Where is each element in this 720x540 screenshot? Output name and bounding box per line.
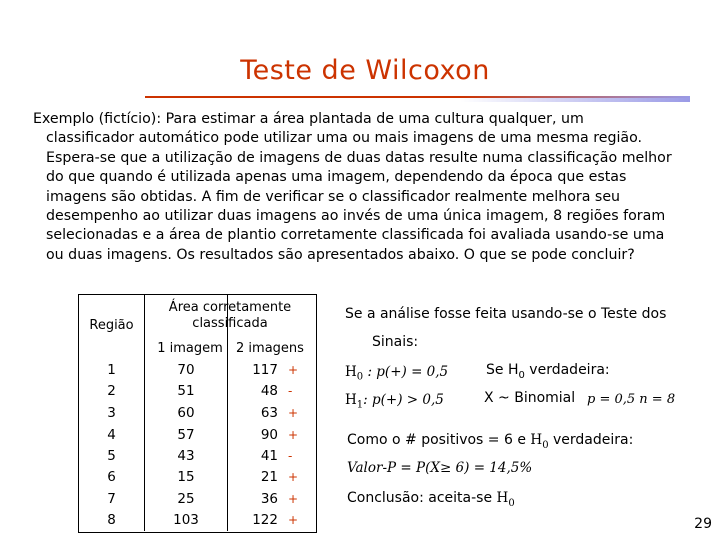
row-region: 4 (107, 427, 116, 443)
intro-paragraph (33, 110, 686, 265)
row-two: 122 (252, 512, 278, 528)
intro-first-line: Exemplo (fictício): Para estimar a área plantada de uma cultura qualquer, um (33, 111, 584, 127)
row-two: 48 (260, 383, 278, 399)
row-region: 5 (107, 448, 116, 464)
row-sign: - (288, 384, 293, 398)
row-one: 43 (177, 448, 195, 464)
conclusion-line (347, 490, 515, 509)
row-one: 15 (177, 469, 195, 485)
row-region: 2 (107, 383, 116, 399)
h0-expression: : p(+) = 0,5 (363, 364, 449, 380)
row-sign: + (288, 470, 299, 484)
row-two: 41 (260, 448, 278, 464)
h1-symbol: H (345, 392, 357, 408)
title-underline (145, 96, 690, 102)
row-one: 25 (177, 491, 195, 507)
row-one: 103 (173, 512, 199, 528)
binomial-label (484, 390, 575, 406)
row-region: 1 (107, 362, 116, 378)
row-region: 7 (107, 491, 116, 507)
row-sign: + (288, 428, 299, 442)
row-two: 36 (260, 491, 278, 507)
page-number: 29 (694, 516, 712, 532)
h0-true-sub: 0 (518, 369, 525, 381)
row-one: 51 (177, 383, 195, 399)
h1-sub: 1 (356, 399, 364, 411)
row-sign: + (288, 406, 299, 420)
row-sign: + (288, 492, 299, 506)
positives-text: Como o # positivos = 6 e (347, 432, 531, 448)
conclusion-text: Conclusão: aceita-se (347, 490, 497, 506)
table-divider-1 (144, 294, 145, 531)
h0-true-text: Se H (486, 362, 519, 378)
row-one: 57 (177, 427, 195, 443)
positives-line (347, 432, 633, 451)
conclusion-sub: 0 (508, 497, 515, 509)
h0-true-end: verdadeira: (524, 362, 610, 378)
h0-sub: 0 (356, 371, 364, 383)
header-area: Área corretamente classificada (168, 300, 292, 331)
row-one: 60 (177, 405, 195, 421)
intro-rest: classificador automático pode utilizar uma ou mais imagens de uma mesma região. Espera-se que a utilização de imagens de duas datas resulte numa classificação melhor do que quando é utilizada apenas uma imagem, dependendo da época que estas imagens são obtidas. A fim de verificar se o classificador realmente melhora seu desempenho ao utilizar duas imagens ao invés de uma única imagem, 8 regiões foram selecionadas e a área de plantio corretamente classificada foi avaliada usando-se uma ou duas imagens. Os resultados são apresentados abaixo. O que se pode concluir? (46, 130, 672, 263)
h0-true-label (486, 362, 610, 381)
header-region: Região (89, 318, 134, 333)
h1-expression: : p(+) > 0,5 (363, 392, 444, 408)
positives-end: verdadeira: (548, 432, 634, 448)
row-two: 117 (252, 362, 278, 378)
conclusion-h: H (496, 490, 509, 506)
title-accent-bar (460, 96, 690, 102)
row-two: 21 (260, 469, 278, 485)
sign-test-label: Sinais: (372, 334, 419, 350)
row-region: 8 (107, 512, 116, 528)
header-two-images: 2 imagens (236, 341, 304, 356)
p-value: Valor-P = P(X≥ 6) = 14,5% (347, 460, 533, 476)
h0-hypothesis (345, 364, 448, 383)
binomial-text: X ~ Binomial (484, 390, 576, 406)
row-two: 63 (260, 405, 278, 421)
positives-sub: 0 (542, 439, 549, 451)
row-sign: + (288, 363, 299, 377)
sign-test-intro: Se a análise fosse feita usando-se o Teste dos (345, 306, 667, 322)
row-two: 90 (260, 427, 278, 443)
h0-symbol: H (345, 364, 357, 380)
row-one: 70 (177, 362, 195, 378)
row-region: 3 (107, 405, 116, 421)
row-sign: - (288, 449, 293, 463)
binomial-params: p = 0,5 n = 8 (587, 392, 676, 407)
header-one-image: 1 imagem (157, 341, 223, 356)
slide-title: Teste de Wilcoxon (240, 55, 490, 86)
row-region: 6 (107, 469, 116, 485)
positives-h: H (530, 432, 543, 448)
h1-hypothesis (345, 392, 444, 411)
row-sign: + (288, 513, 299, 527)
